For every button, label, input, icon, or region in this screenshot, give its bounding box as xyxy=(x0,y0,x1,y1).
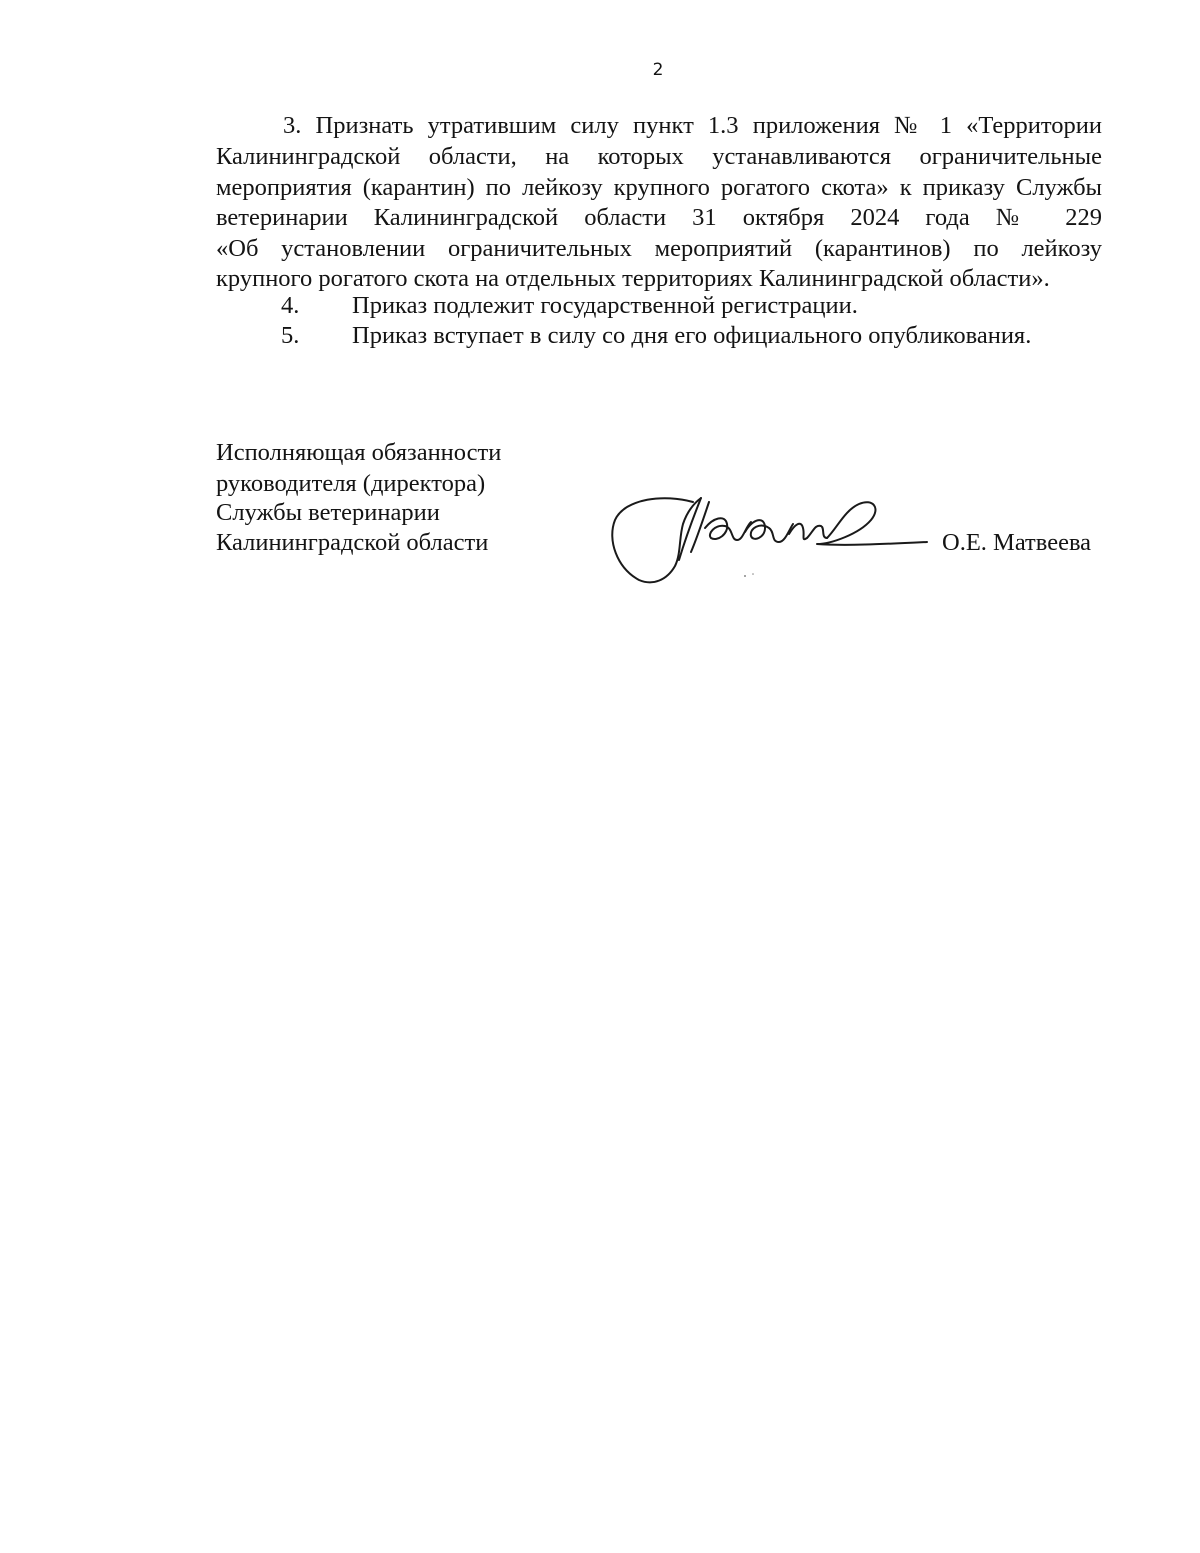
item-text: Приказ подлежит государственной регистрации. xyxy=(352,292,858,319)
signer-position-line: Калининградской области xyxy=(216,529,489,556)
item-number: 5. xyxy=(281,322,300,349)
item-number: 4. xyxy=(281,292,300,319)
paragraph-line: мероприятия (карантин) по лейкозу крупного рогатого скота» к приказу Службы xyxy=(216,174,1102,201)
handwritten-signature-icon xyxy=(605,488,935,593)
paragraph-line: крупного рогатого скота на отдельных территориях Калининградской области». xyxy=(216,265,1050,292)
paragraph-line: «Об установлении ограничительных мероприятий (карантинов) по лейкозу xyxy=(216,235,1102,262)
signer-position-line: Службы ветеринарии xyxy=(216,499,440,526)
item-text: Приказ вступает в силу со дня его официального опубликования. xyxy=(352,322,1032,349)
paragraph-line: 3. Признать утратившим силу пункт 1.3 приложения № 1 «Территории xyxy=(283,112,1102,139)
paragraph-line: ветеринарии Калининградской области 31 октября 2024 года № 229 xyxy=(216,204,1102,231)
signer-position-line: руководителя (директора) xyxy=(216,470,486,497)
signer-position-line: Исполняющая обязанности xyxy=(216,439,502,466)
signer-name: О.Е. Матвеева xyxy=(942,529,1092,556)
page-number: 2 xyxy=(652,60,664,80)
paragraph-line: Калининградской области, на которых устанавливаются ограничительные xyxy=(216,143,1102,170)
